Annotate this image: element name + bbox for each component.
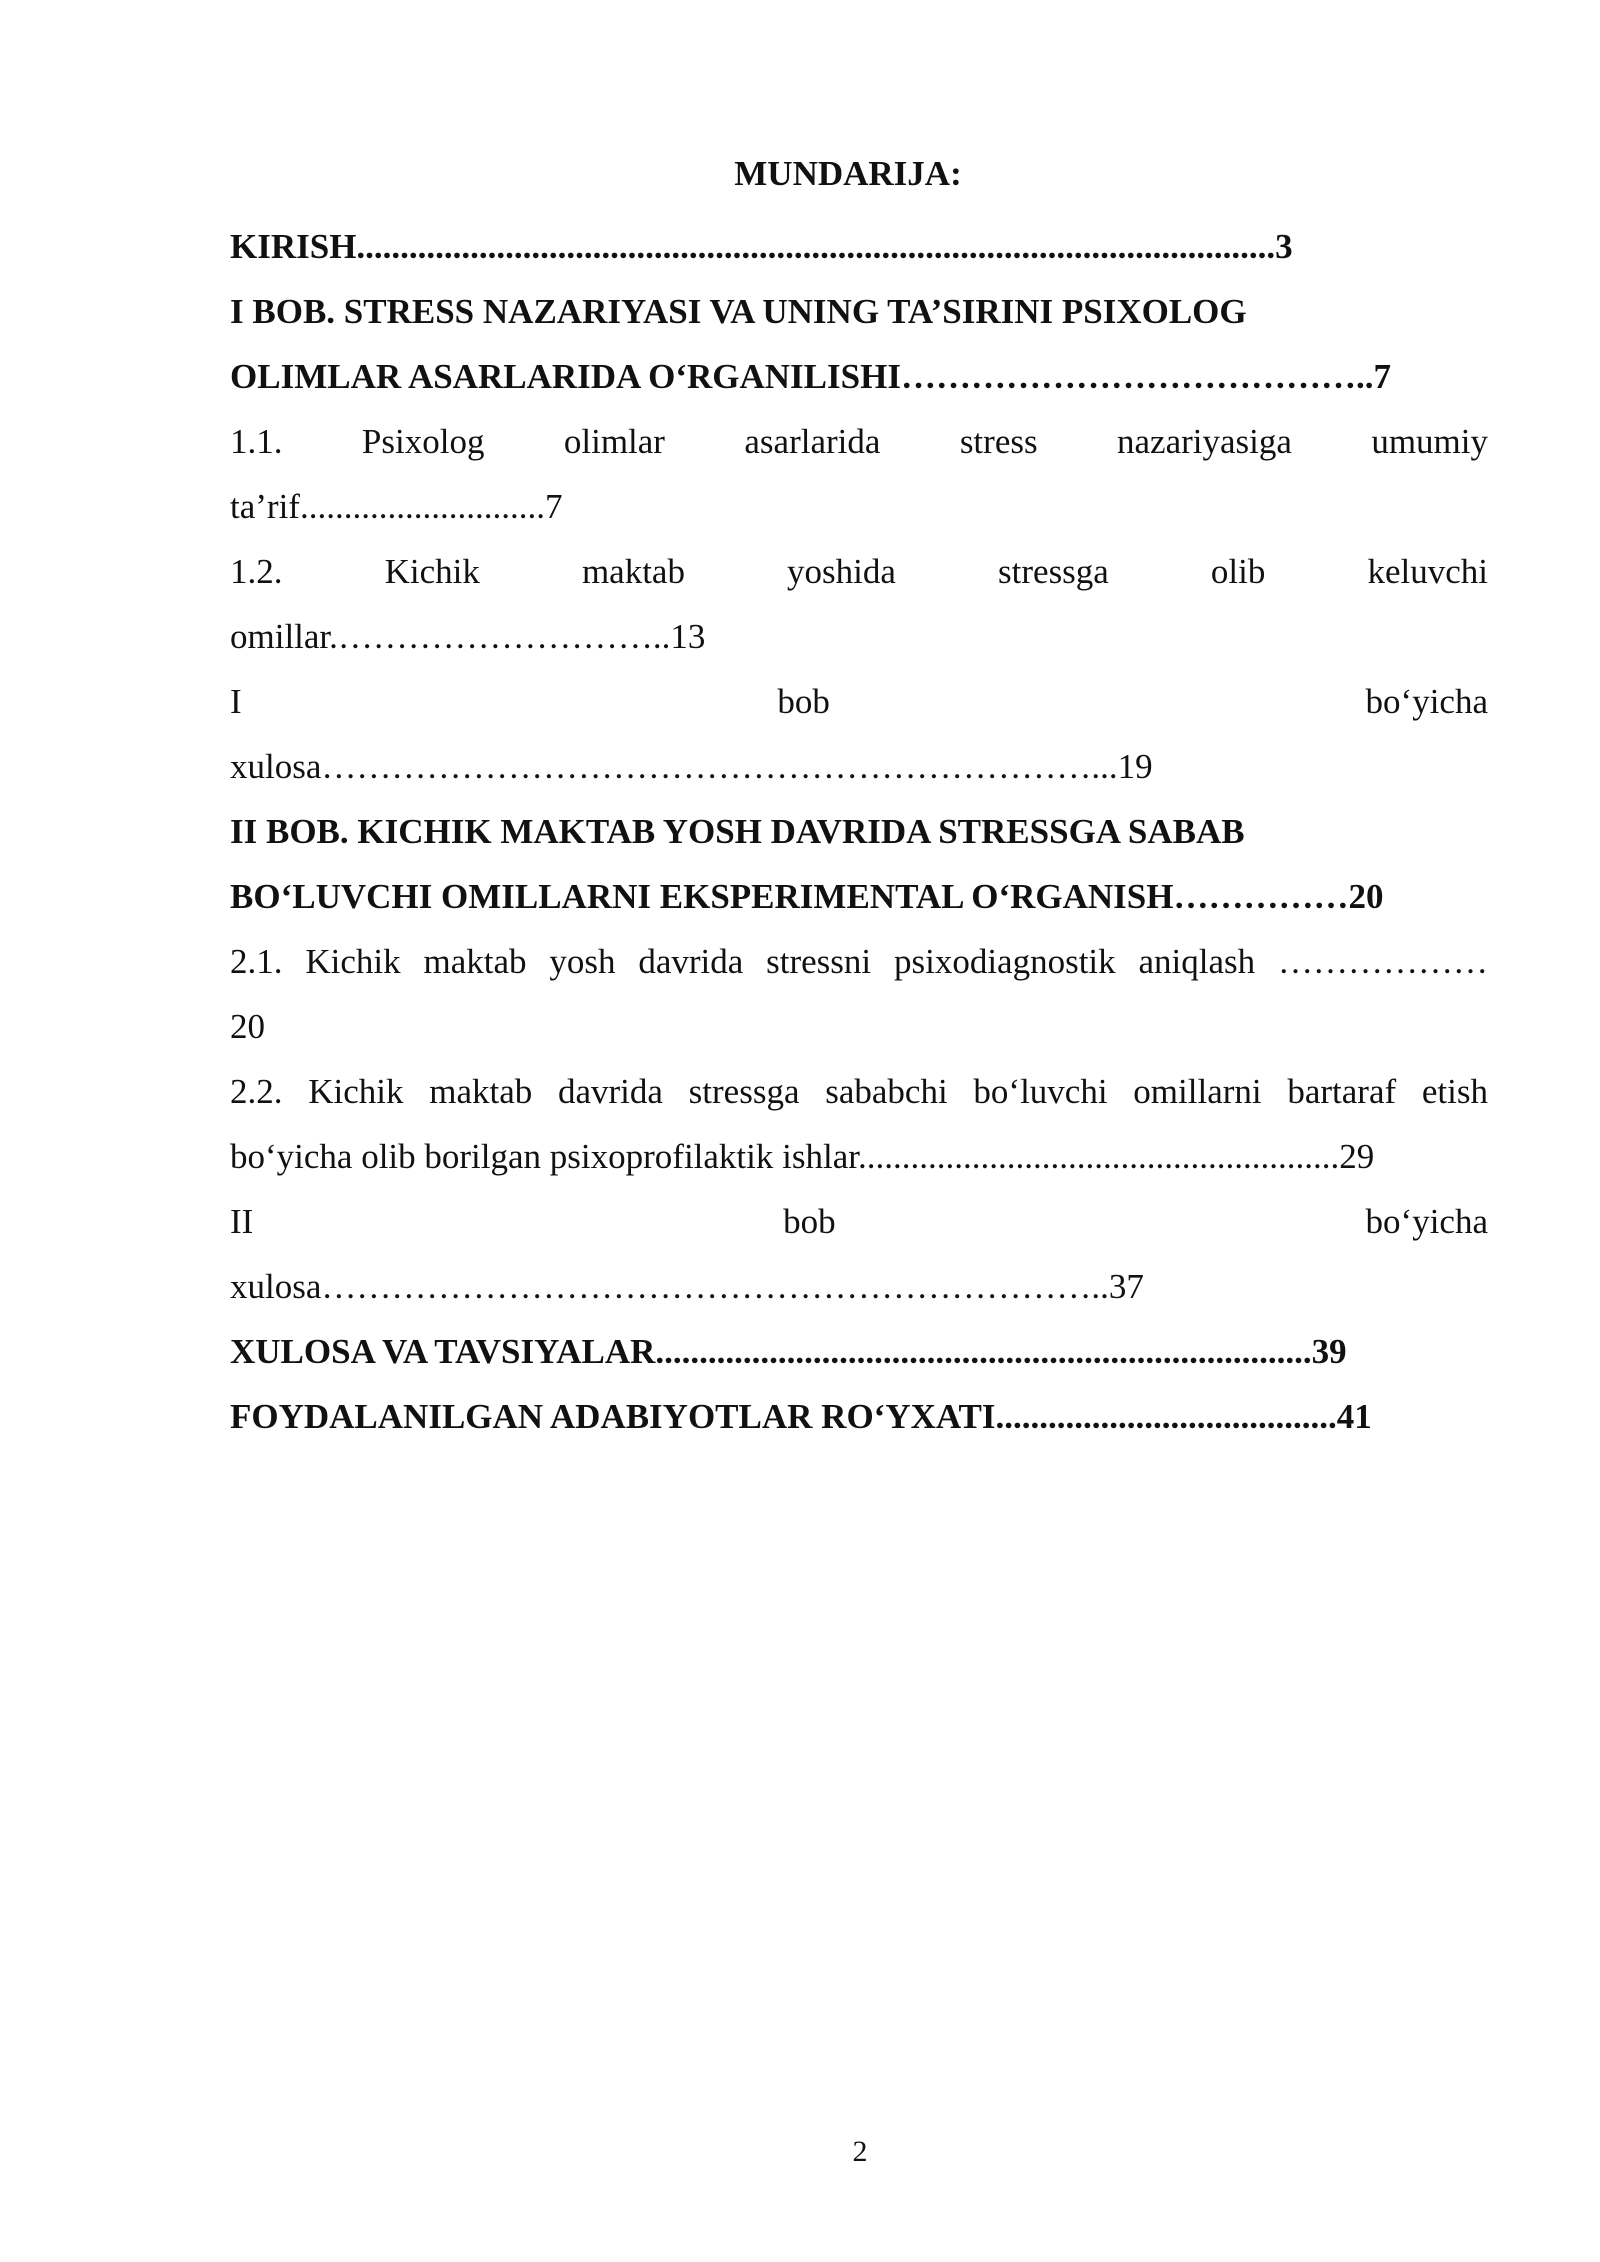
toc-entry-chapter-1-summary-line-1: I bob bo‘yicha — [230, 682, 1488, 721]
toc-entry-chapter-2-line-1: II BOB. KICHIK MAKTAB YOSH DAVRIDA STRESSGA SABAB — [230, 812, 1245, 851]
toc-entry-section-2-1-line-1: 2.1. Kichik maktab yosh davrida stressni psixodiagnostik aniqlash ……………… — [230, 942, 1488, 981]
toc-entry-section-2-2-line-1: 2.2. Kichik maktab davrida stressga sababchi bo‘luvchi omillarni bartaraf etish — [230, 1072, 1488, 1111]
toc-entry-section-1-2-line-2: omillar.………………………..13 — [230, 617, 706, 656]
table-of-contents — [230, 214, 1488, 1449]
toc-entry-chapter-1-line-2: OLIMLAR ASARLARIDA O‘RGANILISHI…………………………………..7 — [230, 357, 1391, 396]
page-title: MUNDARIJA: — [734, 154, 962, 193]
page-number: 2 — [852, 2135, 868, 2168]
toc-entry-chapter-2-summary-line-2: xulosa…………………………………………………………..37 — [230, 1267, 1144, 1306]
toc-entry-chapter-1-line-1: I BOB. STRESS NAZARIYASI VA UNING TA’SIRINI PSIXOLOG — [230, 292, 1247, 331]
toc-entry-kirish: KIRISH.........................................................................................................3 — [230, 227, 1293, 266]
toc-entry-conclusions: XULOSA VA TAVSIYALAR...........................................................................39 — [230, 1332, 1347, 1371]
toc-entry-chapter-2-line-2: BO‘LUVCHI OMILLARNI EKSPERIMENTAL O‘RGANISH……………20 — [230, 877, 1384, 916]
toc-entry-section-2-2-line-2: bo‘yicha olib borilgan psixoprofilaktik ishlar.......................................................29 — [230, 1137, 1375, 1176]
toc-entry-section-1-1-line-1: 1.1. Psixolog olimlar asarlarida stress nazariyasiga umumiy — [230, 422, 1488, 461]
toc-entry-section-1-1-line-2: ta’rif............................7 — [230, 487, 563, 526]
toc-entry-section-2-1-line-2: 20 — [230, 1007, 265, 1046]
toc-entry-chapter-2-summary-line-1: II bob bo‘yicha — [230, 1202, 1488, 1241]
toc-entry-section-1-2-line-1: 1.2. Kichik maktab yoshida stressga olib keluvchi — [230, 552, 1488, 591]
toc-entry-references: FOYDALANILGAN ADABIYOTLAR RO‘YXATI.......................................41 — [230, 1397, 1372, 1436]
toc-entry-chapter-1-summary-line-2: xulosa…………………………………………………………...19 — [230, 747, 1153, 786]
